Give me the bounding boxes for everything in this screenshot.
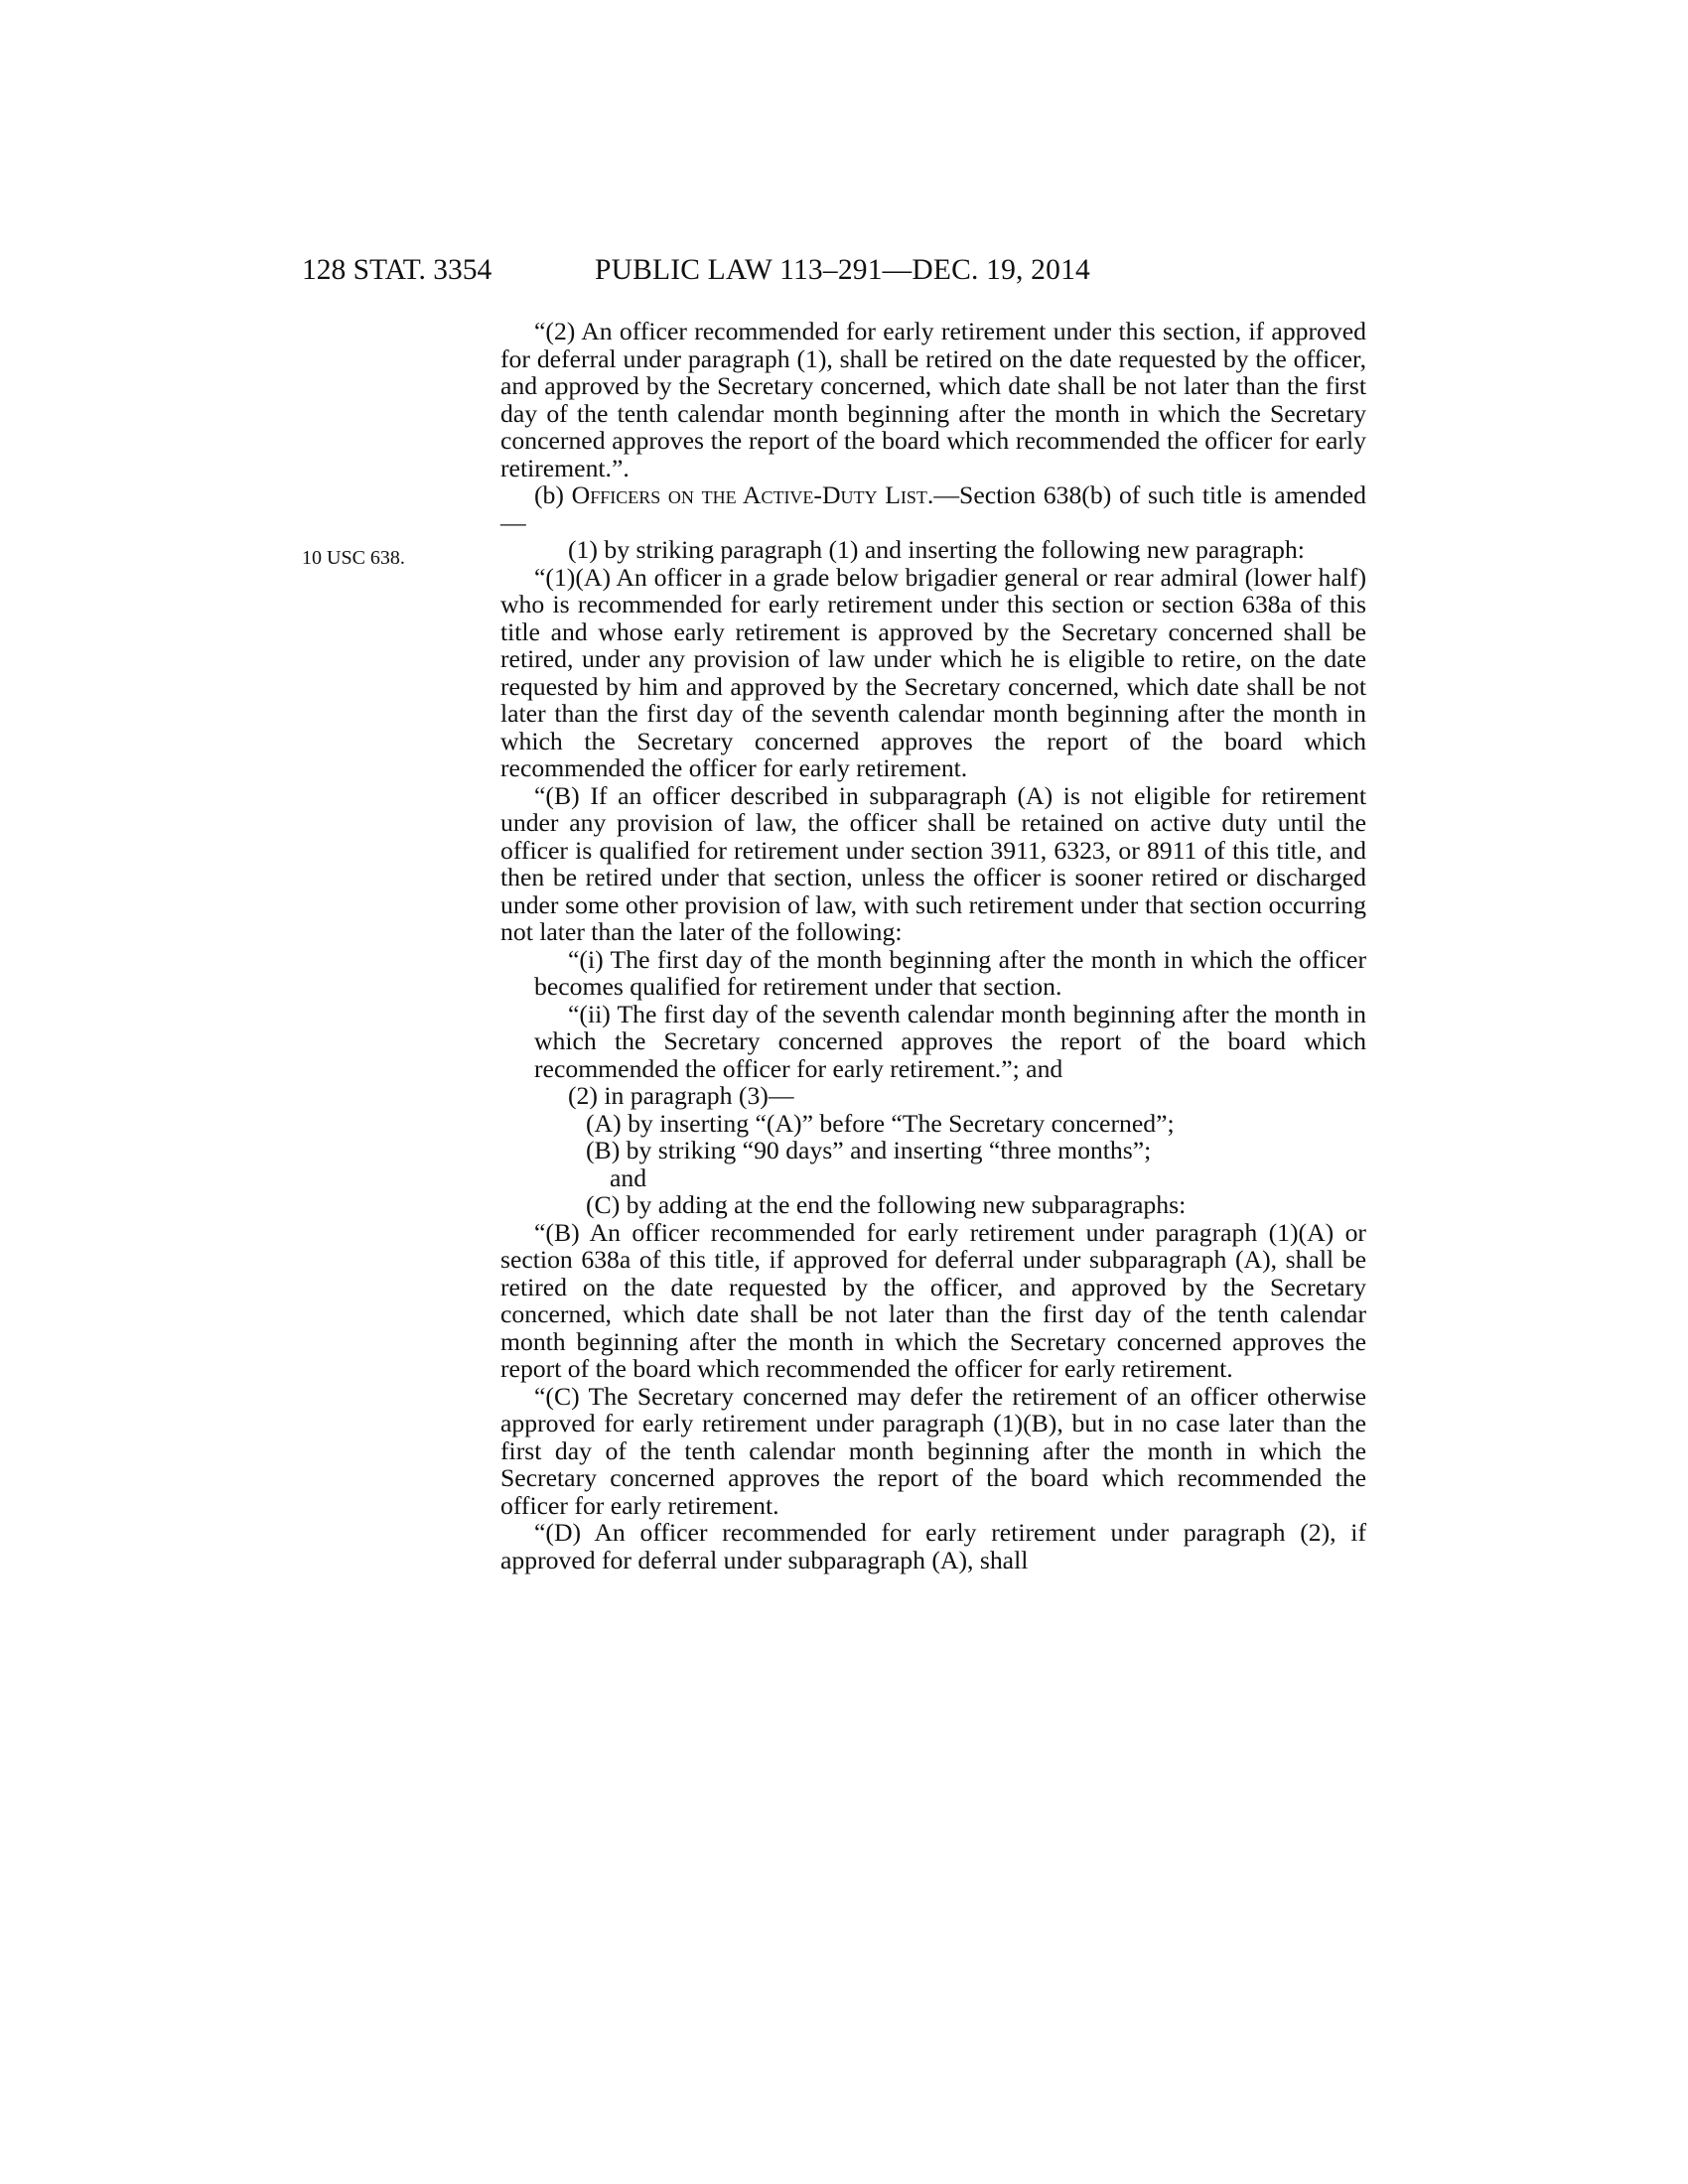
- statute-paragraph: “(B) If an officer described in subparagraph (A) is not eligible for retirement under any provision of law, the officer shall be retained on active duty until the officer is qualified for retirement under section 3911, 6323, or 8911 of this title, and then be retired under that section, unless the officer is sooner retired or discharged under some other provision of law, with such retirement under that section occurring not later than the later of the following:: [500, 780, 1366, 946]
- public-law-citation: PUBLIC LAW 113–291—DEC. 19, 2014: [595, 254, 1090, 286]
- statute-paragraph: (C) by adding at the end the following new subparagraphs:: [586, 1190, 1187, 1219]
- statute-paragraph: “(ii) The first day of the seventh calendar month beginning after the month in which the Secretary concerned approves the report of the board which recommended the officer for early retirement.”; and: [534, 999, 1366, 1083]
- page-header: [302, 250, 1356, 290]
- statute-paragraph: (B) by striking “90 days” and inserting “three months”;: [586, 1136, 1152, 1164]
- statute-body-text: [500, 318, 1366, 1573]
- statute-paragraph: (2) in paragraph (3)—: [568, 1081, 794, 1110]
- statute-paragraph: and: [610, 1162, 647, 1192]
- statute-paragraph: “(1)(A) An officer in a grade below brigadier general or rear admiral (lower half) who is recommended for early retirement under this section or section 638a of this title and whose early retirement is approved by the Secretary concerned shall be retired, under any provision of law under which he is eligible to retire, on the date requested by him and approved by the Secretary concerned, which date shall be not later than the first day of the seventh calendar month beginning after the month in which the Secretary concerned approves the report of the board which recommended the officer for early retirement.: [500, 562, 1366, 782]
- statute-paragraph: “(2) An officer recommended for early retirement under this section, if approved for deferral under paragraph (1), shall be retired on the date requested by the officer, and approved by the Secretary concerned, which date shall be not later than the first day of the tenth calendar month beginning after the month in which the Secretary concerned approves the report of the board which recommended the officer for early retirement.”.: [500, 317, 1366, 482]
- statute-paragraph: “(i) The first day of the month beginning after the month in which the officer becomes qualified for retirement under that section.: [534, 944, 1366, 1001]
- subsection-marker: (b): [534, 480, 572, 509]
- statute-page-number: 128 STAT. 3354: [302, 254, 492, 286]
- statute-paragraph: [500, 481, 1366, 536]
- paragraph-text: .—Section 638(b) of such title is amended—: [500, 480, 1367, 537]
- margin-note-usc-citation: 10 USC 638.: [302, 547, 405, 569]
- statute-paragraph: “(C) The Secretary concerned may defer the retirement of an officer otherwise approved for early retirement under paragraph (1)(B), but in no case later than the first day of the tenth calendar month beginning after the month in which the Secretary concerned approves the report of the board which recommended the officer for early retirement.: [500, 1381, 1366, 1520]
- statute-paragraph: (1) by striking paragraph (1) and inserting the following new paragraph:: [568, 535, 1305, 564]
- statute-paragraph: (A) by inserting “(A)” before “The Secretary concerned”;: [586, 1108, 1175, 1138]
- statute-paragraph: “(D) An officer recommended for early retirement under paragraph (2), if approved for deferral under subparagraph (A), shall: [500, 1518, 1366, 1574]
- statute-paragraph: “(B) An officer recommended for early retirement under paragraph (1)(A) or section 638a of this title, if approved for deferral under subparagraph (A), shall be retired on the date requested by the officer, and approved by the Secretary concerned, which date shall be not later than the first day of the tenth calendar month beginning after the month in which the Secretary concerned approves the report of the board which recommended the officer for early retirement.: [500, 1217, 1366, 1383]
- subsection-heading: Officers on the Active-Duty List: [571, 480, 927, 509]
